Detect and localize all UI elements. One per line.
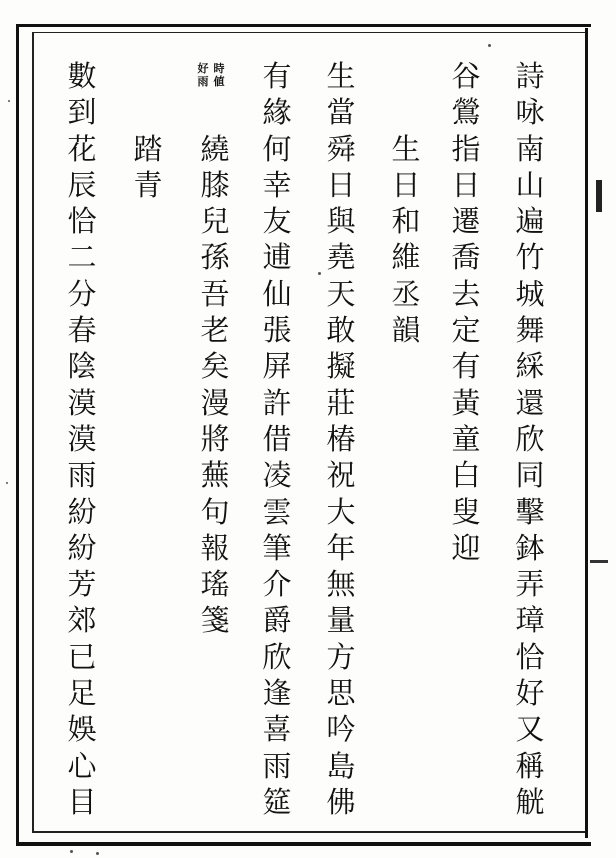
glyph: 將 — [200, 421, 230, 456]
binding-mark — [596, 180, 602, 212]
glyph: 遷 — [451, 204, 481, 239]
glyph: 瑤 — [200, 567, 230, 602]
glyph: 繞 — [200, 131, 230, 166]
glyph: 雨 — [262, 748, 292, 783]
glyph: 借 — [262, 421, 292, 456]
glyph: 莊 — [326, 385, 356, 420]
glyph: 祝 — [326, 458, 356, 493]
ink-speck — [96, 852, 99, 855]
glyph: 生 — [391, 131, 421, 166]
glyph: 有 — [262, 59, 292, 93]
glyph: 指 — [451, 131, 481, 166]
glyph: 張 — [262, 313, 292, 348]
glyph: 與 — [326, 204, 356, 239]
glyph: 無 — [326, 567, 356, 602]
text-column-4 — [321, 58, 361, 820]
glyph: 鉢 — [515, 530, 545, 565]
ink-speck — [70, 850, 73, 853]
glyph: 仙 — [262, 276, 292, 311]
glyph: 日 — [391, 167, 421, 202]
glyph: 觥 — [515, 784, 545, 819]
glyph: 青 — [133, 167, 163, 202]
glyph: 思 — [326, 676, 356, 711]
glyph: 丞 — [391, 276, 421, 311]
annotation-char: 好 — [197, 62, 209, 75]
glyph: 報 — [200, 530, 230, 565]
glyph: 雲 — [262, 494, 292, 529]
glyph: 紛 — [67, 494, 97, 529]
ink-speck — [8, 100, 10, 102]
glyph: 蕪 — [200, 458, 230, 493]
glyph: 雨 — [67, 458, 97, 493]
glyph: 擬 — [326, 349, 356, 384]
text-column-6 — [195, 58, 235, 639]
glyph: 友 — [262, 204, 292, 239]
glyph: 郊 — [67, 603, 97, 638]
glyph: 綵 — [515, 349, 545, 384]
glyph: 生 — [326, 59, 356, 93]
glyph: 叟 — [451, 494, 481, 529]
glyph: 屏 — [262, 349, 292, 384]
text-column-8 — [62, 58, 102, 820]
glyph: 年 — [326, 530, 356, 565]
glyph: 量 — [326, 603, 356, 638]
glyph: 欣 — [262, 639, 292, 674]
glyph: 南 — [515, 131, 545, 166]
glyph: 吟 — [326, 712, 356, 747]
glyph: 恰 — [67, 204, 97, 239]
glyph: 老 — [200, 313, 230, 348]
glyph: 喬 — [451, 240, 481, 275]
glyph: 分 — [67, 276, 97, 311]
glyph: 竹 — [515, 240, 545, 275]
glyph: 數 — [67, 59, 97, 93]
ink-speck — [6, 482, 8, 484]
glyph: 黃 — [451, 385, 481, 420]
glyph: 花 — [67, 131, 97, 166]
glyph: 膝 — [200, 167, 230, 202]
glyph: 城 — [515, 276, 545, 311]
glyph: 璋 — [515, 603, 545, 638]
glyph: 吾 — [200, 276, 230, 311]
glyph: 佛 — [326, 784, 356, 819]
glyph: 踏 — [133, 131, 163, 166]
text-column-5 — [257, 58, 297, 820]
glyph: 筆 — [262, 530, 292, 565]
glyph: 到 — [67, 95, 97, 130]
page-border-inner — [32, 32, 587, 833]
glyph: 紛 — [67, 530, 97, 565]
text-column-2 — [446, 58, 486, 566]
glyph: 舜 — [326, 131, 356, 166]
glyph: 恰 — [515, 639, 545, 674]
glyph: 芳 — [67, 567, 97, 602]
glyph: 二 — [67, 240, 97, 275]
glyph: 同 — [515, 458, 545, 493]
ink-speck — [488, 44, 491, 47]
text-column-1 — [510, 58, 550, 820]
glyph: 維 — [391, 240, 421, 275]
glyph: 筵 — [262, 784, 292, 819]
glyph: 敢 — [326, 313, 356, 348]
glyph: 目 — [67, 784, 97, 819]
glyph: 幸 — [262, 167, 292, 202]
glyph: 逢 — [262, 676, 292, 711]
annotation-char: 時 — [213, 62, 225, 75]
glyph: 鶯 — [451, 95, 481, 130]
glyph: 日 — [451, 167, 481, 202]
glyph: 白 — [451, 458, 481, 493]
glyph: 弄 — [515, 567, 545, 602]
glyph: 凌 — [262, 458, 292, 493]
glyph: 春 — [67, 313, 97, 348]
glyph: 又 — [515, 712, 545, 747]
glyph: 稱 — [515, 748, 545, 783]
ink-speck — [318, 272, 321, 275]
glyph: 舞 — [515, 313, 545, 348]
glyph: 島 — [326, 748, 356, 783]
glyph: 矣 — [200, 349, 230, 384]
glyph: 天 — [326, 276, 356, 311]
glyph: 兒 — [200, 204, 230, 239]
glyph: 還 — [515, 385, 545, 420]
glyph: 欣 — [515, 421, 545, 456]
glyph: 足 — [67, 676, 97, 711]
glyph: 有 — [451, 349, 481, 384]
glyph: 迎 — [451, 530, 481, 565]
glyph: 韻 — [391, 313, 421, 348]
glyph: 山 — [515, 167, 545, 202]
poem-title-column — [386, 58, 426, 348]
glyph: 童 — [451, 421, 481, 456]
glyph: 咏 — [515, 95, 545, 130]
glyph: 詩 — [515, 59, 545, 93]
glyph: 緣 — [262, 95, 292, 130]
glyph: 已 — [67, 639, 97, 674]
glyph: 堯 — [326, 240, 356, 275]
glyph: 和 — [391, 204, 421, 239]
glyph: 陰 — [67, 349, 97, 384]
glyph: 當 — [326, 95, 356, 130]
glyph: 爵 — [262, 603, 292, 638]
annotation-char: 雨 — [197, 75, 209, 88]
annotation-left-col — [197, 62, 209, 88]
glyph: 漠 — [67, 421, 97, 456]
glyph: 箋 — [200, 603, 230, 638]
interlinear-annotation — [197, 62, 225, 88]
glyph: 好 — [515, 676, 545, 711]
glyph: 孫 — [200, 240, 230, 275]
glyph: 擊 — [515, 494, 545, 529]
glyph: 日 — [326, 167, 356, 202]
glyph: 逋 — [262, 240, 292, 275]
poem-title-column-2 — [128, 58, 168, 203]
glyph: 大 — [326, 494, 356, 529]
glyph: 心 — [67, 748, 97, 783]
glyph: 定 — [451, 313, 481, 348]
glyph: 遍 — [515, 204, 545, 239]
glyph: 椿 — [326, 421, 356, 456]
glyph: 句 — [200, 494, 230, 529]
annotation-char: 値 — [213, 75, 225, 88]
annotation-right-col — [213, 62, 225, 88]
glyph: 娛 — [67, 712, 97, 747]
glyph: 漫 — [200, 385, 230, 420]
glyph: 去 — [451, 276, 481, 311]
glyph: 介 — [262, 567, 292, 602]
glyph: 漠 — [67, 385, 97, 420]
margin-tick — [590, 560, 608, 563]
glyph: 谷 — [451, 59, 481, 93]
glyph: 辰 — [67, 167, 97, 202]
page-right-edge — [585, 28, 588, 838]
glyph: 方 — [326, 639, 356, 674]
glyph: 喜 — [262, 712, 292, 747]
glyph: 何 — [262, 131, 292, 166]
glyph: 許 — [262, 385, 292, 420]
